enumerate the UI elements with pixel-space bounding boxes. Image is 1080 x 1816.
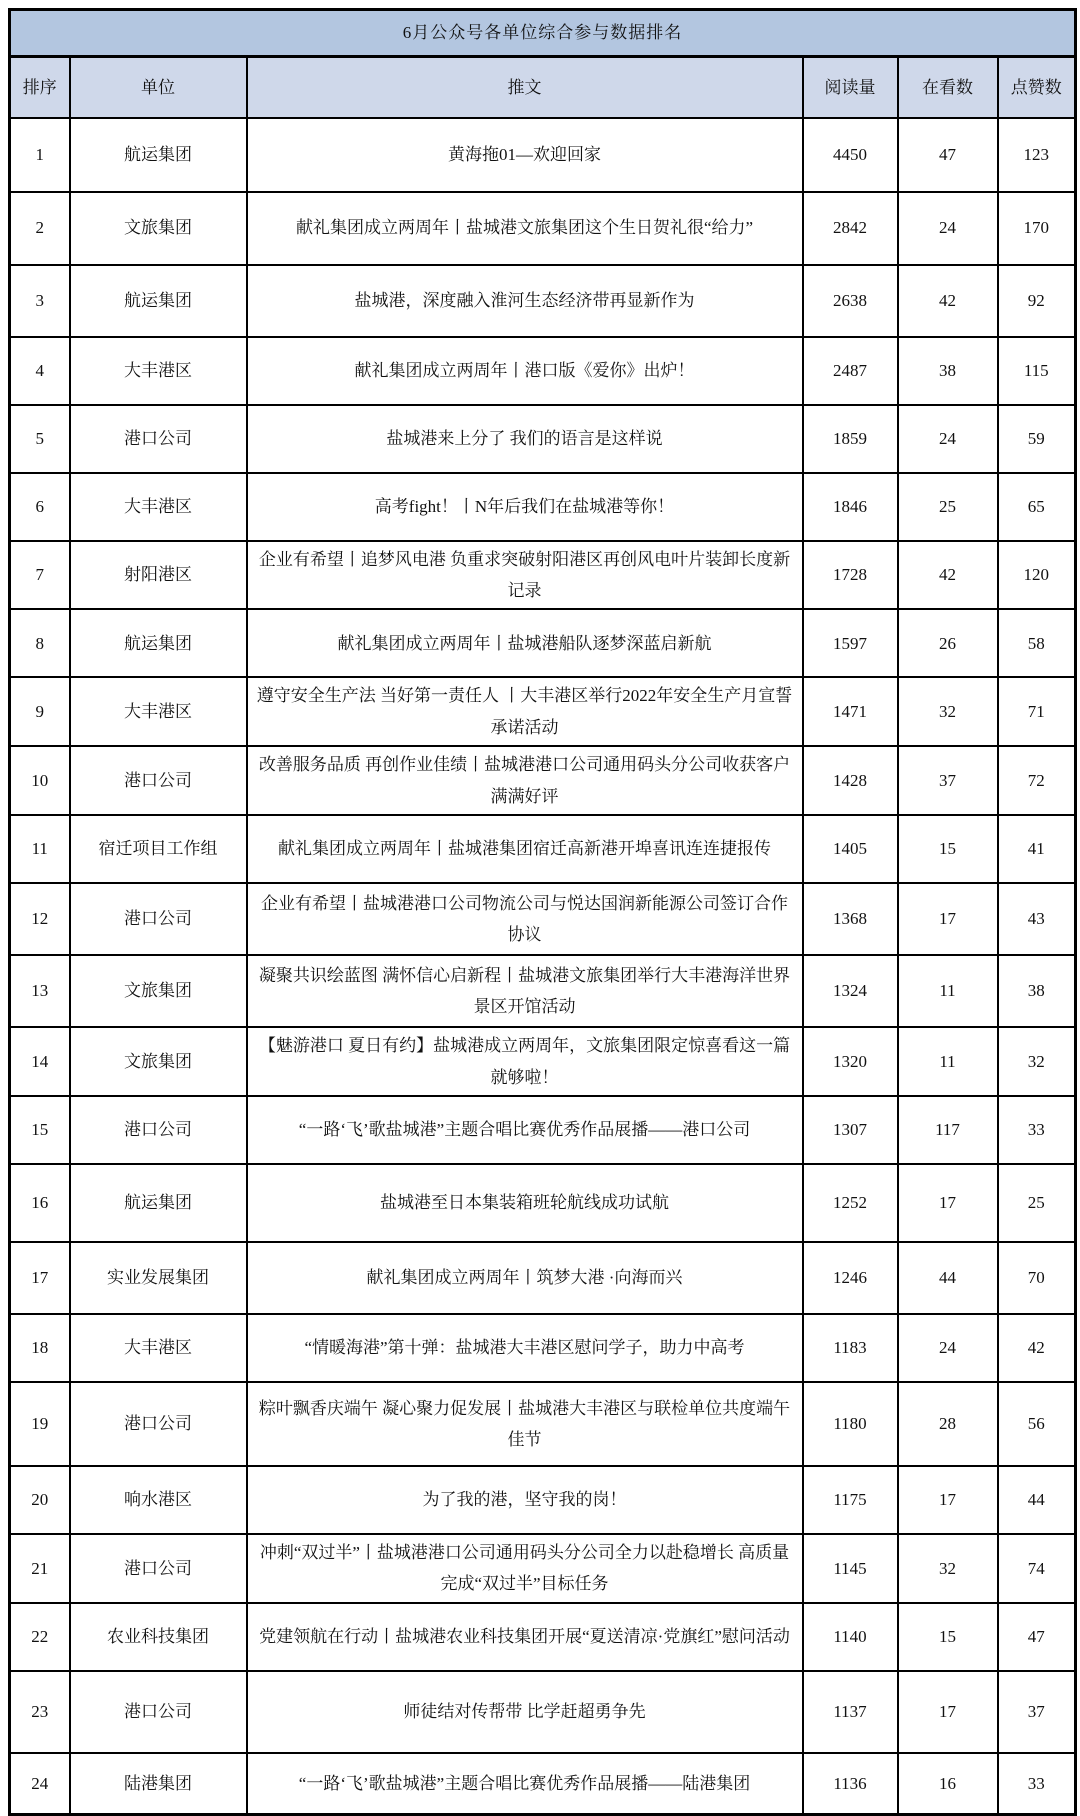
cell-reads: 1428 [803, 746, 898, 815]
cell-tweet: 黄海拖01—欢迎回家 [247, 118, 803, 192]
cell-rank: 16 [10, 1164, 70, 1242]
cell-watching: 11 [898, 1027, 998, 1096]
table-row [10, 1164, 1076, 1242]
cell-reads: 1183 [803, 1314, 898, 1382]
table-row [10, 677, 1076, 746]
cell-rank: 19 [10, 1382, 70, 1466]
cell-reads: 1597 [803, 609, 898, 677]
cell-likes: 56 [998, 1382, 1076, 1466]
table-row [10, 883, 1076, 955]
cell-unit: 大丰港区 [70, 1314, 247, 1382]
cell-rank: 8 [10, 609, 70, 677]
col-header-reads: 阅读量 [803, 57, 898, 118]
cell-rank: 17 [10, 1242, 70, 1314]
cell-reads: 1145 [803, 1534, 898, 1603]
cell-reads: 1368 [803, 883, 898, 955]
table-row [10, 815, 1076, 883]
cell-watching: 26 [898, 609, 998, 677]
cell-likes: 115 [998, 337, 1076, 405]
cell-likes: 170 [998, 192, 1076, 265]
ranking-table [8, 8, 1077, 1816]
cell-rank: 18 [10, 1314, 70, 1382]
cell-watching: 17 [898, 1671, 998, 1753]
cell-watching: 25 [898, 473, 998, 541]
cell-tweet: “情暖海港”第十弹：盐城港大丰港区慰问学子，助力中高考 [247, 1314, 803, 1382]
cell-reads: 1140 [803, 1603, 898, 1671]
cell-unit: 港口公司 [70, 1534, 247, 1603]
cell-unit: 大丰港区 [70, 677, 247, 746]
cell-rank: 9 [10, 677, 70, 746]
col-header-unit: 单位 [70, 57, 247, 118]
cell-watching: 17 [898, 883, 998, 955]
cell-unit: 港口公司 [70, 746, 247, 815]
table-row [10, 192, 1076, 265]
cell-unit: 陆港集团 [70, 1753, 247, 1815]
table-row [10, 1096, 1076, 1164]
cell-rank: 15 [10, 1096, 70, 1164]
table-row [10, 1603, 1076, 1671]
cell-likes: 42 [998, 1314, 1076, 1382]
table-row [10, 337, 1076, 405]
cell-reads: 1180 [803, 1382, 898, 1466]
cell-likes: 37 [998, 1671, 1076, 1753]
cell-rank: 12 [10, 883, 70, 955]
cell-reads: 2638 [803, 265, 898, 337]
cell-reads: 1136 [803, 1753, 898, 1815]
table-title: 6月公众号各单位综合参与数据排名 [10, 10, 1076, 57]
table-row [10, 1753, 1076, 1815]
cell-unit: 港口公司 [70, 1382, 247, 1466]
cell-rank: 24 [10, 1753, 70, 1815]
cell-rank: 23 [10, 1671, 70, 1753]
cell-unit: 文旅集团 [70, 1027, 247, 1096]
table-row [10, 1534, 1076, 1603]
cell-unit: 宿迁项目工作组 [70, 815, 247, 883]
cell-reads: 1246 [803, 1242, 898, 1314]
cell-unit: 港口公司 [70, 1671, 247, 1753]
cell-likes: 72 [998, 746, 1076, 815]
cell-watching: 44 [898, 1242, 998, 1314]
cell-watching: 42 [898, 541, 998, 610]
cell-rank: 10 [10, 746, 70, 815]
cell-likes: 58 [998, 609, 1076, 677]
cell-watching: 15 [898, 1603, 998, 1671]
table-row [10, 955, 1076, 1027]
table-row [10, 1671, 1076, 1753]
cell-likes: 74 [998, 1534, 1076, 1603]
cell-tweet: 【魅游港口 夏日有约】盐城港成立两周年，文旅集团限定惊喜看这一篇就够啦！ [247, 1027, 803, 1096]
col-header-watching: 在看数 [898, 57, 998, 118]
cell-likes: 123 [998, 118, 1076, 192]
cell-likes: 43 [998, 883, 1076, 955]
cell-tweet: 献礼集团成立两周年丨盐城港集团宿迁高新港开埠喜讯连连捷报传 [247, 815, 803, 883]
cell-tweet: 献礼集团成立两周年丨盐城港船队逐梦深蓝启新航 [247, 609, 803, 677]
cell-reads: 1846 [803, 473, 898, 541]
cell-tweet: “一路‘飞’歌盐城港”主题合唱比赛优秀作品展播——港口公司 [247, 1096, 803, 1164]
cell-unit: 实业发展集团 [70, 1242, 247, 1314]
cell-reads: 1320 [803, 1027, 898, 1096]
cell-rank: 13 [10, 955, 70, 1027]
cell-rank: 11 [10, 815, 70, 883]
cell-tweet: 高考fight！丨N年后我们在盐城港等你！ [247, 473, 803, 541]
col-header-rank: 排序 [10, 57, 70, 118]
cell-rank: 20 [10, 1466, 70, 1534]
cell-watching: 24 [898, 192, 998, 265]
cell-reads: 2487 [803, 337, 898, 405]
cell-watching: 47 [898, 118, 998, 192]
cell-unit: 航运集团 [70, 609, 247, 677]
cell-reads: 1728 [803, 541, 898, 610]
cell-likes: 71 [998, 677, 1076, 746]
cell-reads: 2842 [803, 192, 898, 265]
cell-watching: 24 [898, 1314, 998, 1382]
cell-rank: 22 [10, 1603, 70, 1671]
cell-watching: 15 [898, 815, 998, 883]
cell-tweet: 为了我的港，坚守我的岗！ [247, 1466, 803, 1534]
cell-tweet: 献礼集团成立两周年丨盐城港文旅集团这个生日贺礼很“给力” [247, 192, 803, 265]
cell-likes: 120 [998, 541, 1076, 610]
cell-tweet: 改善服务品质 再创作业佳绩丨盐城港港口公司通用码头分公司收获客户满满好评 [247, 746, 803, 815]
cell-tweet: 盐城港，深度融入淮河生态经济带再显新作为 [247, 265, 803, 337]
cell-tweet: 企业有希望丨盐城港港口公司物流公司与悦达国润新能源公司签订合作协议 [247, 883, 803, 955]
cell-watching: 32 [898, 677, 998, 746]
cell-unit: 响水港区 [70, 1466, 247, 1534]
table-body [10, 118, 1076, 1815]
cell-unit: 射阳港区 [70, 541, 247, 610]
cell-unit: 大丰港区 [70, 473, 247, 541]
cell-rank: 21 [10, 1534, 70, 1603]
cell-likes: 65 [998, 473, 1076, 541]
cell-reads: 1252 [803, 1164, 898, 1242]
table-row [10, 1314, 1076, 1382]
cell-watching: 42 [898, 265, 998, 337]
cell-watching: 38 [898, 337, 998, 405]
cell-unit: 大丰港区 [70, 337, 247, 405]
col-header-tweet: 推文 [247, 57, 803, 118]
cell-tweet: 盐城港至日本集装箱班轮航线成功试航 [247, 1164, 803, 1242]
table-row [10, 609, 1076, 677]
cell-unit: 航运集团 [70, 118, 247, 192]
table-row [10, 118, 1076, 192]
cell-reads: 1471 [803, 677, 898, 746]
cell-rank: 6 [10, 473, 70, 541]
cell-watching: 24 [898, 405, 998, 473]
cell-reads: 1307 [803, 1096, 898, 1164]
cell-rank: 5 [10, 405, 70, 473]
cell-unit: 农业科技集团 [70, 1603, 247, 1671]
cell-likes: 25 [998, 1164, 1076, 1242]
cell-tweet: 冲刺“双过半”丨盐城港港口公司通用码头分公司全力以赴稳增长 高质量完成“双过半”目标任务 [247, 1534, 803, 1603]
cell-watching: 28 [898, 1382, 998, 1466]
table-row [10, 746, 1076, 815]
cell-tweet: 企业有希望丨追梦风电港 负重求突破射阳港区再创风电叶片装卸长度新记录 [247, 541, 803, 610]
cell-unit: 港口公司 [70, 883, 247, 955]
table-row [10, 405, 1076, 473]
cell-rank: 2 [10, 192, 70, 265]
cell-tweet: 师徒结对传帮带 比学赶超勇争先 [247, 1671, 803, 1753]
cell-reads: 1405 [803, 815, 898, 883]
cell-watching: 32 [898, 1534, 998, 1603]
cell-watching: 117 [898, 1096, 998, 1164]
cell-likes: 92 [998, 265, 1076, 337]
cell-unit: 航运集团 [70, 265, 247, 337]
cell-rank: 14 [10, 1027, 70, 1096]
cell-likes: 33 [998, 1096, 1076, 1164]
cell-watching: 37 [898, 746, 998, 815]
cell-tweet: 党建领航在行动丨盐城港农业科技集团开展“夏送清凉·党旗红”慰问活动 [247, 1603, 803, 1671]
cell-reads: 4450 [803, 118, 898, 192]
cell-rank: 4 [10, 337, 70, 405]
cell-tweet: 遵守安全生产法 当好第一责任人 丨大丰港区举行2022年安全生产月宣誓承诺活动 [247, 677, 803, 746]
cell-likes: 41 [998, 815, 1076, 883]
cell-unit: 文旅集团 [70, 955, 247, 1027]
cell-likes: 32 [998, 1027, 1076, 1096]
table-row [10, 1242, 1076, 1314]
table-row [10, 541, 1076, 610]
cell-watching: 17 [898, 1164, 998, 1242]
cell-likes: 33 [998, 1753, 1076, 1815]
cell-watching: 11 [898, 955, 998, 1027]
header-row [10, 57, 1076, 118]
cell-unit: 港口公司 [70, 1096, 247, 1164]
cell-reads: 1137 [803, 1671, 898, 1753]
cell-likes: 38 [998, 955, 1076, 1027]
cell-watching: 16 [898, 1753, 998, 1815]
table-row [10, 265, 1076, 337]
cell-tweet: 盐城港来上分了 我们的语言是这样说 [247, 405, 803, 473]
table-row [10, 1027, 1076, 1096]
table-row [10, 1382, 1076, 1466]
cell-watching: 17 [898, 1466, 998, 1534]
cell-likes: 70 [998, 1242, 1076, 1314]
cell-unit: 文旅集团 [70, 192, 247, 265]
cell-reads: 1175 [803, 1466, 898, 1534]
cell-rank: 7 [10, 541, 70, 610]
cell-tweet: 献礼集团成立两周年丨筑梦大港 ·向海而兴 [247, 1242, 803, 1314]
cell-likes: 59 [998, 405, 1076, 473]
col-header-likes: 点赞数 [998, 57, 1076, 118]
cell-rank: 1 [10, 118, 70, 192]
cell-tweet: “一路‘飞’歌盐城港”主题合唱比赛优秀作品展播——陆港集团 [247, 1753, 803, 1815]
cell-unit: 港口公司 [70, 405, 247, 473]
cell-likes: 47 [998, 1603, 1076, 1671]
cell-rank: 3 [10, 265, 70, 337]
cell-reads: 1859 [803, 405, 898, 473]
cell-tweet: 献礼集团成立两周年丨港口版《爱你》出炉！ [247, 337, 803, 405]
table-row [10, 473, 1076, 541]
cell-tweet: 粽叶飘香庆端午 凝心聚力促发展丨盐城港大丰港区与联检单位共度端午佳节 [247, 1382, 803, 1466]
title-row [10, 10, 1076, 57]
cell-reads: 1324 [803, 955, 898, 1027]
table-row [10, 1466, 1076, 1534]
cell-unit: 航运集团 [70, 1164, 247, 1242]
cell-likes: 44 [998, 1466, 1076, 1534]
cell-tweet: 凝聚共识绘蓝图 满怀信心启新程丨盐城港文旅集团举行大丰港海洋世界景区开馆活动 [247, 955, 803, 1027]
